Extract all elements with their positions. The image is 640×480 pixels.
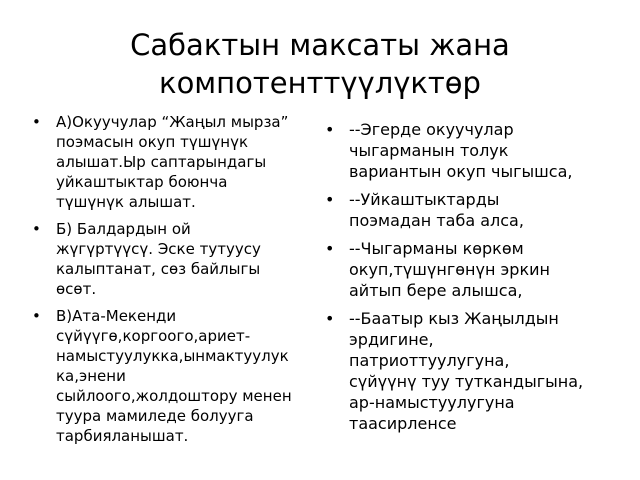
list-item-text-line: вариантын окуп чыгышса,: [349, 162, 573, 181]
bullet-icon: •: [32, 220, 41, 238]
bullet-icon: •: [325, 190, 335, 209]
list-item-text-line: --Чыгарманы көркөм: [349, 239, 524, 258]
bullet-icon: •: [325, 309, 335, 328]
list-item-text-line: поэмадан таба алса,: [349, 211, 524, 230]
left-bullet-list: [32, 112, 322, 453]
list-item-text-line: А)Окуучулар “Жаңыл мырза”: [56, 113, 289, 131]
list-item-text-line: алышат.Ыр саптарындагы: [56, 153, 267, 171]
list-item-text-line: сүйүүгө,коргоого,ариет-: [56, 327, 251, 345]
right-bullet-list: [325, 119, 625, 441]
list-item: [325, 189, 625, 231]
list-item-text-line: окуп,түшүнгөнүн эркин: [349, 260, 550, 279]
list-item-text-line: эрдигине,: [349, 330, 434, 349]
list-item-text-line: түшүнүк алышат.: [56, 193, 196, 211]
list-item-text-line: туура мамиледе болууга: [56, 407, 254, 425]
bullet-icon: •: [325, 120, 335, 139]
list-item-text-line: В)Ата-Мекенди: [56, 307, 177, 325]
list-item-text-line: өсөт.: [56, 280, 97, 298]
list-item: [325, 119, 625, 182]
list-item-text-line: айтып бере алышса,: [349, 281, 523, 300]
list-item-text-line: ка,энени: [56, 367, 126, 385]
list-item-text-line: патриоттуулугуна,: [349, 351, 510, 370]
list-item-text-line: --Уйкаштыктарды: [349, 190, 500, 209]
list-item-text-line: тарбияланышат.: [56, 427, 189, 445]
slide-title: [32, 26, 608, 102]
list-item: [325, 238, 625, 301]
list-item-text-line: калыптанат, сөз байлыгы: [56, 260, 261, 278]
list-item-text-line: намыстуулукка,ынмактуулук: [56, 347, 289, 365]
list-item-text-line: жүгүртүүсү. Эске тутуусу: [56, 240, 261, 258]
list-item-text-line: чыгарманын толук: [349, 141, 509, 160]
list-item: [32, 112, 322, 212]
list-item: [32, 306, 322, 446]
bullet-icon: •: [32, 307, 41, 325]
list-item-text-line: --Баатыр кыз Жаңылдын: [349, 309, 559, 328]
list-item-text-line: ар-намыстуулугуна: [349, 393, 515, 412]
slide-title-line: Сабактын максаты жана: [130, 28, 510, 62]
bullet-icon: •: [325, 239, 335, 258]
list-item: [325, 308, 625, 434]
list-item-text-line: уйкаштыктар боюнча: [56, 173, 228, 191]
list-item-text-line: --Эгерде окуучулар: [349, 120, 514, 139]
list-item-text-line: сыйлоого,жолдоштору менен: [56, 387, 292, 405]
list-item: [32, 219, 322, 299]
list-item-text-line: таасирленсе: [349, 414, 457, 433]
slide-title-line: компотенттүүлүктөр: [159, 66, 481, 100]
bullet-icon: •: [32, 113, 41, 131]
list-item-text-line: сүйүүнү туу туткандыгына,: [349, 372, 584, 391]
list-item-text-line: Б) Балдардын ой: [56, 220, 191, 238]
list-item-text-line: поэмасын окуп түшүнүк: [56, 133, 249, 151]
